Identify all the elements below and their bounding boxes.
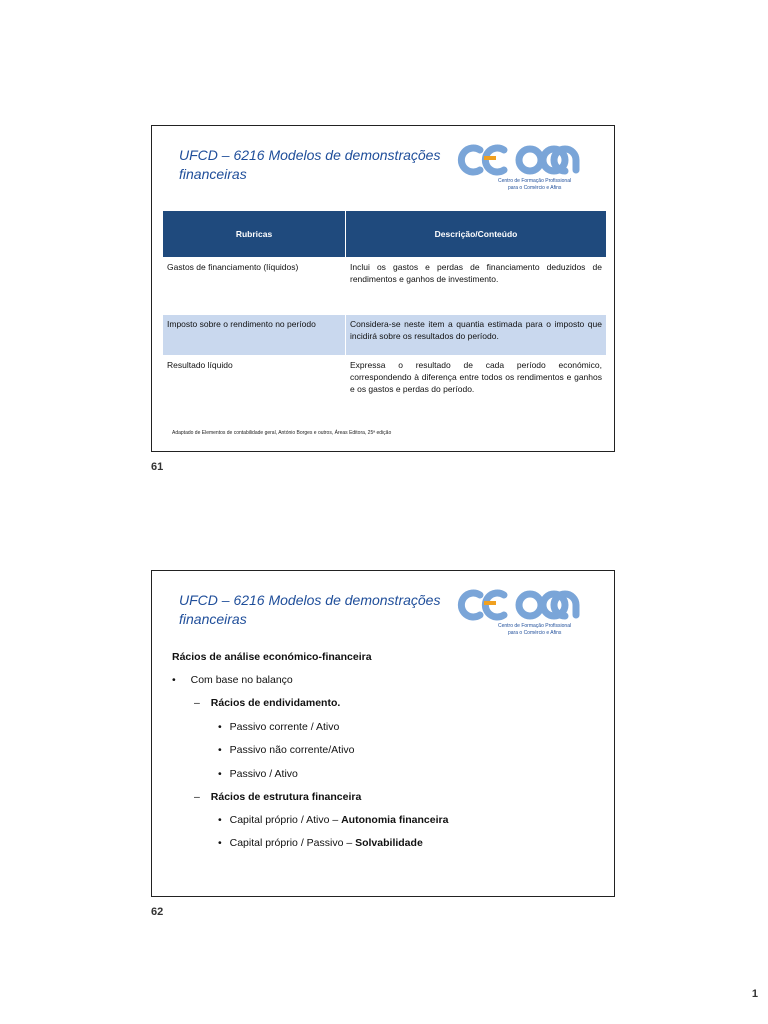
- table-row: [163, 315, 607, 356]
- svg-text:para o Comércio e Afins: para o Comércio e Afins: [508, 630, 562, 636]
- rubrica-cell: Gastos de financiamento (líquidos): [163, 258, 346, 315]
- source-note: Adaptado de Elementos de contabilidade geral, António Borges e outros, Áreas Editora, 25ª edição: [172, 430, 392, 436]
- page-number: 1: [751, 988, 758, 1000]
- slide-62: [151, 570, 615, 897]
- bullet-icon: •: [218, 744, 222, 756]
- descricao-cell: Inclui os gastos e perdas de financiamento deduzidos de rendimentos e ganhos de investimento.: [346, 258, 607, 315]
- list-subheading: – Rácios de estrutura financeira: [194, 791, 362, 803]
- list-item: • Passivo / Ativo: [218, 768, 298, 780]
- col-header-descricao: Descrição/Conteúdo: [346, 211, 607, 258]
- list-heading: Rácios de análise económico-financeira: [172, 651, 372, 663]
- list-item: • Passivo corrente / Ativo: [218, 721, 340, 733]
- table-row: [163, 356, 607, 423]
- svg-text:Centro de Formação Profissiona: Centro de Formação Profissional: [498, 623, 572, 629]
- bullet-icon: •: [218, 768, 222, 780]
- cecoa-logo: [452, 136, 592, 194]
- bullet-icon: •: [172, 674, 176, 686]
- col-header-rubricas: Rubricas: [163, 211, 346, 258]
- slide-title: UFCD – 6216 Modelos de demonstrações financeiras: [179, 147, 441, 182]
- svg-text:Centro de Formação Profissiona: Centro de Formação Profissional: [498, 178, 572, 184]
- list-item: • Passivo não corrente/Ativo: [218, 744, 355, 756]
- rubricas-table: [162, 210, 607, 423]
- slide-title: UFCD – 6216 Modelos de demonstrações financeiras: [179, 592, 441, 627]
- slide-number: 61: [151, 461, 164, 473]
- dash-icon: –: [194, 697, 200, 709]
- bullet-icon: •: [218, 837, 222, 849]
- table-row: [163, 258, 607, 315]
- list-item: • Com base no balanço: [172, 674, 293, 686]
- descricao-cell: Considera-se neste item a quantia estimada para o imposto que incidirá sobre os resultados do período.: [346, 315, 607, 356]
- bullet-icon: •: [218, 814, 222, 826]
- dash-icon: –: [194, 791, 200, 803]
- ratios-list: [152, 571, 614, 896]
- slide-number: 62: [151, 906, 164, 918]
- descricao-cell: Expressa o resultado de cada período económico, correspondendo à diferença entre todos os rendimentos e ganhos e os gastos e perdas do período.: [346, 356, 607, 423]
- slide-61: [151, 125, 615, 452]
- svg-text:para o Comércio e Afins: para o Comércio e Afins: [508, 185, 562, 191]
- list-item: • Capital próprio / Passivo – Solvabilidade: [218, 837, 423, 849]
- rubrica-cell: Resultado líquido: [163, 356, 346, 423]
- list-item: • Capital próprio / Ativo – Autonomia financeira: [218, 814, 449, 826]
- list-subheading: – Rácios de endividamento.: [194, 697, 341, 709]
- rubrica-cell: Imposto sobre o rendimento no período: [163, 315, 346, 356]
- bullet-icon: •: [218, 721, 222, 733]
